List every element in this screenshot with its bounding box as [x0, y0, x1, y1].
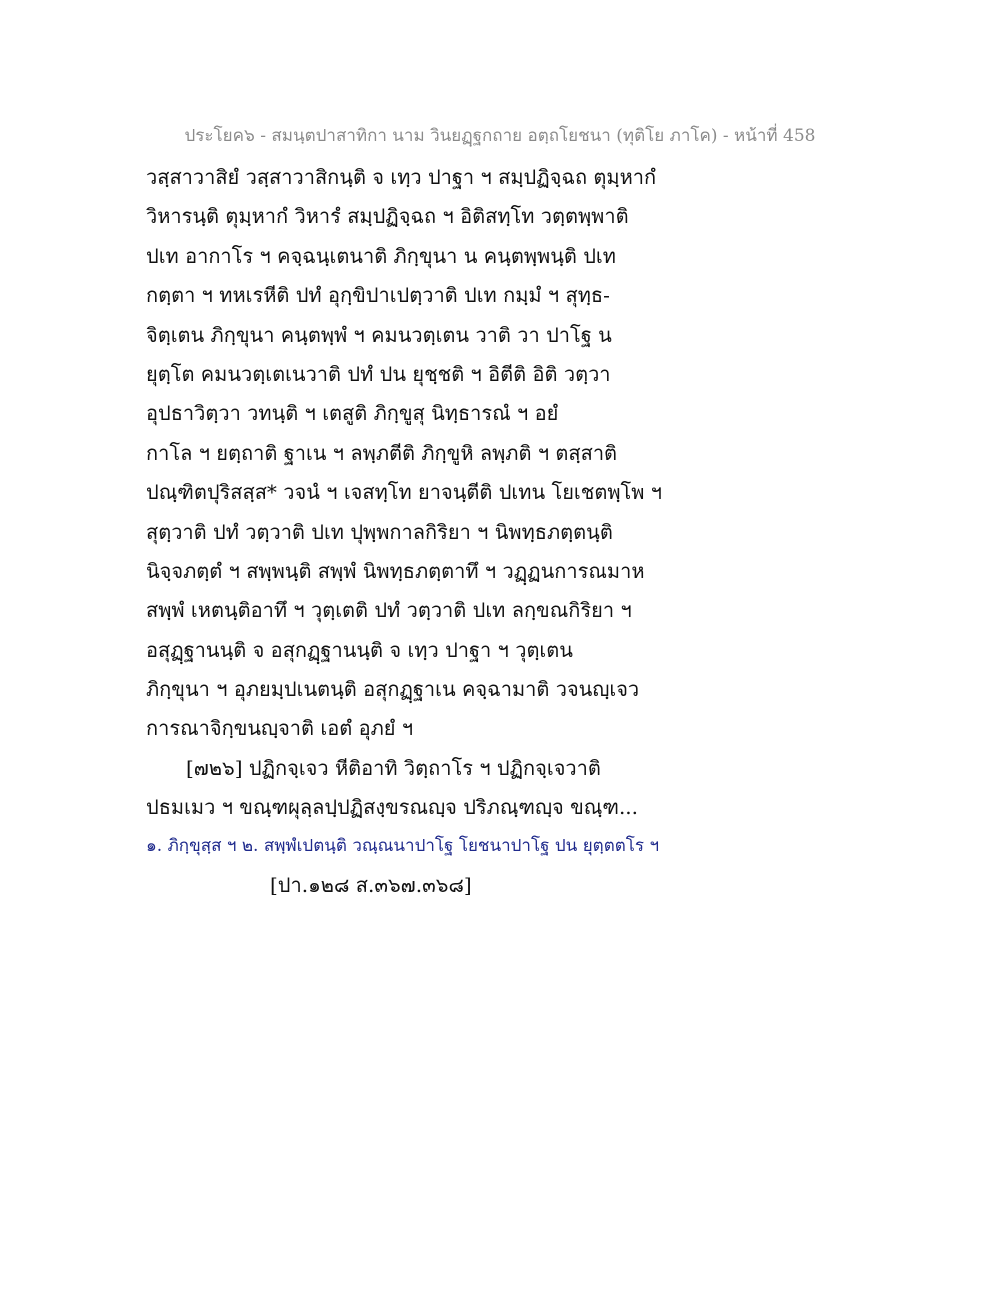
- text-line-8: กาโล ฯ ยตฺถาติ ฐาเน ฯ ลพฺภตีติ ภิกฺขูหิ ลพฺภติ ฯ ตสฺสาติ: [146, 440, 618, 465]
- text-line-9: ปณฺฑิตปุริสสฺส* วจนํ ฯ เจสทฺโท ยาจนฺตีติ ปเทน โยเชตพฺโพ ฯ: [146, 480, 663, 505]
- text-line-10: สุตฺวาติ ปทํ วตฺวาติ ปเท ปุพฺพกาลกิริยา ฯ นิพทฺธภตฺตนฺติ: [146, 519, 613, 544]
- text-line-4: กตฺตา ฯ ทหเรหีติ ปทํ อุกฺขิปาเปตฺวาติ ปเท กมฺมํ ฯ สุทฺธ-: [146, 283, 610, 308]
- text-line-12: สพฺพํ เหตนฺติอาทึ ฯ วุตฺเตติ ปทํ วตฺวาติ ปเท ลกฺขณกิริยา ฯ: [146, 598, 632, 623]
- text-line-3: ปเท อากาโร ฯ คจฺฉนฺเตนาติ ภิกฺขุนา น คนฺตพฺพนฺติ ปเท: [146, 243, 616, 268]
- text-line-6: ยุตฺโต คมนวตฺเตเนวาติ ปทํ ปน ยุชฺชติ ฯ อิตีติ อิติ วตฺวา: [146, 361, 611, 386]
- text-line-15: การณาจิกฺขนญฺจาติ เอตํ อุภยํ ฯ: [146, 716, 414, 741]
- page-header: ประโยค๖ - สมนฺตปาสาทิกา นาม วินยฏฺฐกถาย อตฺถโยชนา (ทุติโย ภาโค) - หน้าที่ 458: [184, 126, 816, 146]
- text-line-17: ปธมเมว ฯ ขณฺฑผุลฺลปฺปฏิสงฺขรณญฺจ ปริภณฺฑญฺจ ขณฺฑ...: [146, 795, 639, 820]
- text-line-1: วสฺสาวาสิยํ วสฺสาวาสิกนฺติ จ เทฺว ปาฐา ฯ สมฺปฏิจฺฉถ ตุมฺหากํ: [146, 165, 657, 189]
- page-reference: [ปา.๑๒๘ ส.๓๖๗.๓๖๘]: [270, 873, 472, 897]
- text-line-14: ภิกฺขุนา ฯ อุภยมฺปเนตนฺติ อสุกฏฺฐาเน คจฺฉามาติ วจนญฺเจว: [146, 677, 640, 702]
- text-line-5: จิตฺเตน ภิกฺขุนา คนฺตพฺพํ ฯ คมนวตฺเตน วาติ วา ปาโฐ น: [146, 322, 612, 347]
- text-line-13: อสุฏฺฐานนฺติ จ อสุกฏฺฐานนฺติ จ เทฺว ปาฐา ฯ วุตฺเตน: [146, 637, 573, 662]
- text-line-2: วิหารนฺติ ตุมฺหากํ วิหารํ สมฺปฏิจฺฉถ ฯ อิติสทฺโท วตฺตพฺพาติ: [146, 204, 629, 229]
- text-line-11: นิจฺจภตฺตํ ฯ สพฺพนฺติ สพฺพํ นิพทฺธภตฺตาทึ ฯ วฏฺฏนการณมาห: [146, 558, 645, 583]
- main-text-block: [146, 158, 866, 828]
- text-line-16: [๗๒๖] ปฏิกจฺเจว หีติอาทิ วิตฺถาโร ฯ ปฏิกจฺเจวาติ: [186, 755, 601, 780]
- text-line-7: อุปธาวิตฺวา วทนฺติ ฯ เตสูติ ภิกฺขูสุ นิทฺธารณํ ฯ อยํ: [146, 401, 559, 426]
- footnote: ๑. ภิกฺขุสฺส ฯ ๒. สพฺพํเปตนฺติ วณฺณนาปาโฐ โยชนาปาโฐ ปน ยุตฺตตโร ฯ: [146, 836, 659, 856]
